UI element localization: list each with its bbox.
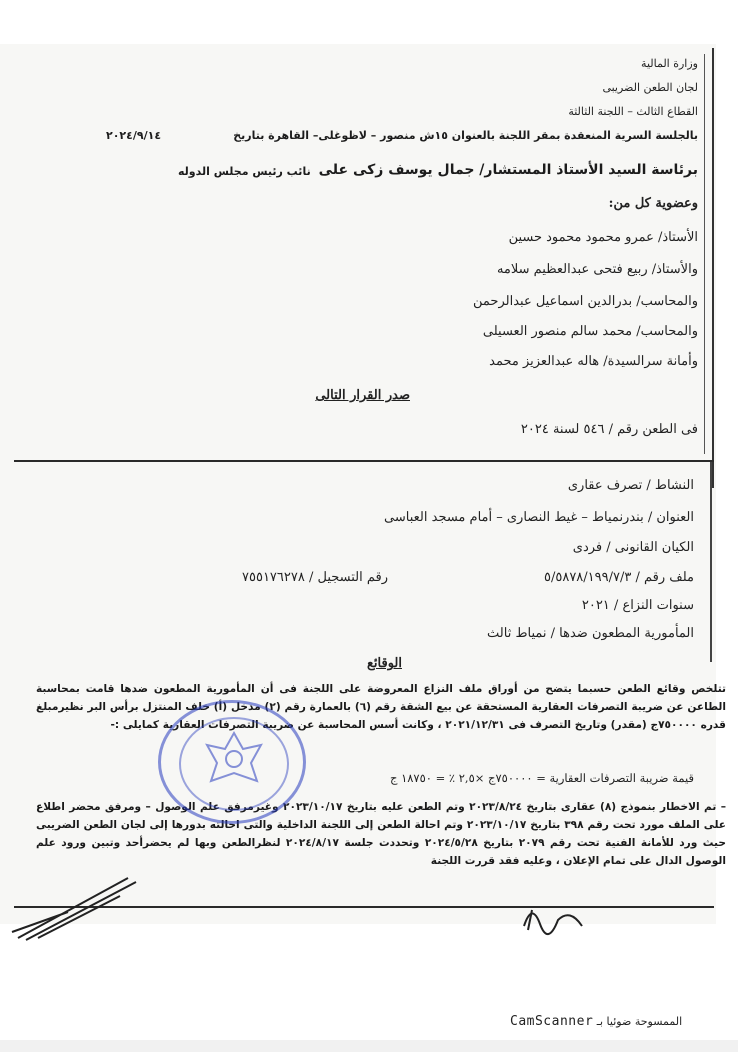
ministry-name: وزارة المالية [641, 57, 698, 70]
case-registration-number: رقم التسجيل / ٧٥٥١٧٦٢٧٨ [242, 570, 389, 585]
member-2: والأستاذ/ ربيع فتحى عبدالعظيم سلامه [496, 262, 698, 277]
case-file-number: ملف رقم / ٥/٥٨٧٨/١٩٩/٧/٣ [544, 570, 694, 585]
appeal-number: فى الطعن رقم / ٥٤٦ لسنة ٢٠٢٤ [520, 422, 698, 437]
decision-heading: صدر القرار التالى [315, 388, 410, 403]
signature-right [518, 896, 588, 936]
official-seal [158, 700, 306, 824]
committee-org: لجان الطعن الضريبى [602, 81, 698, 94]
divider-top [14, 460, 714, 462]
scanner-label: الممسوحة ضوئيا بـ [596, 1015, 683, 1028]
scanner-watermark [510, 1014, 682, 1029]
members-intro: وعضوية كل من: [608, 196, 698, 211]
case-dispute-years: سنوات النزاع / ٢٠٢١ [581, 598, 694, 613]
sector-line: القطاع الثالث – اللجنة الثالثة [568, 105, 698, 118]
page-border-inner [704, 54, 705, 454]
session-line: بالجلسة السرية المنعقدة بمقر اللجنة بالعنوان ١٥ش منصور – لاظوغلى– القاهرة بتاريخ [233, 129, 698, 142]
chair-line: برئاسة السيد الأستاذ المستشار/ جمال يوسف زكى على [318, 162, 698, 178]
facts-heading: الوقائع [366, 656, 402, 671]
member-3: والمحاسب/ بدرالدين اسماعيل عبدالرحمن [473, 294, 698, 309]
signature-left [8, 866, 148, 946]
facts-paragraph-2: – تم الاخطار بنموذج (٨) عقارى بتاريخ ٢٠٢٣/٨/٢٤ وتم الطعن عليه بتاريخ ٢٠٢٣/١٠/١٧ وغيرمرفق علم الوصول – ومرفق محضر اطلاع على الملف مورد تحت رقم ٣٩٨ بتاريخ ٢٠٢٣/١٠/١٧ وتم احالة الطعن إلى اللجنة الداخلية والتى احالته بدورها إلى لجان الطعن الضريبى حيث ورد للأمانة الفنية تحت رقم ٢٠٧٩ بتاريخ ٢٠٢٤/٥/٢٨ وتحددت جلسة ٢٠٢٤/٨/١٧ لنظرالطعن وبها لم يحضرأحد وتبين ورود علم الوصول الدال على تمام الإعلان ، وعليه فقد قررت اللجنة [36, 801, 727, 867]
member-4: والمحاسب/ محمد سالم منصور العسيلى [482, 324, 698, 339]
tax-formula: قيمة ضريبة التصرفات العقارية = ٧٥٠٠٠٠ج ×٢,٥ ٪ = ١٨٧٥٠ ج [389, 771, 694, 785]
case-address: العنوان / بندرنمياط – غيط النصارى – أمام مسجد العباسى [384, 510, 694, 525]
page-border-right [712, 48, 714, 488]
bottom-bar [0, 1040, 738, 1052]
facts-paragraph-1: تتلخص وقائع الطعن حسبما يتضح من أوراق ملف النزاع المعروضة على اللجنة فى أن المأمورية المطعون ضدها قامت بمحاسبة الطاعن عن ضريبة التصرفات العقارية المستحقة عن بيع الشقة رقم (٦) بالعمارة رقم (٢) مدخل (أ) خلف المنتزل برأس البر نظيرمبلغ قدره ٧٥٠٠٠٠ج (مقدر) وتاريخ التصرف فى ٢٠٢١/١٢/٣١ ، وكانت أسس المحاسبة عن ضريبة التصرفات العقارية كمايلى :- [36, 683, 727, 731]
case-office: المأمورية المطعون ضدها / نمياط ثالث [487, 626, 694, 641]
chair-title: نائب رئيس مجلس الدوله [178, 165, 311, 178]
page-border-right-lower [710, 462, 712, 662]
member-5: وأمانة سرالسيدة/ هاله عبدالعزيز محمد [489, 354, 698, 369]
case-activity: النشاط / تصرف عقارى [567, 478, 694, 493]
member-1: الأستاذ/ عمرو محمود محمود حسين [508, 230, 698, 245]
scanner-brand: CamScanner [510, 1014, 594, 1029]
case-legal-entity: الكيان القانونى / فردى [572, 540, 694, 555]
session-date: ٢٠٢٤/٩/١٤ [106, 129, 162, 142]
eagle-icon [181, 719, 287, 809]
seal-eagle-emblem [179, 717, 289, 811]
